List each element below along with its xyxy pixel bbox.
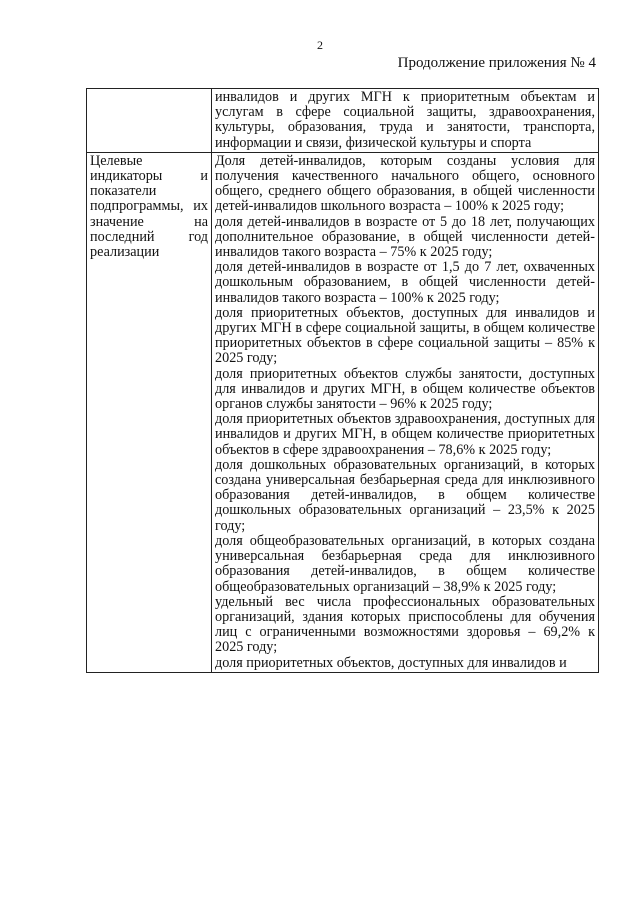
section-label-cell: Целевые индикаторы и показатели подпрограммы, их значение на последний год реализации bbox=[87, 152, 212, 672]
indicator-item: доля общеобразовательных организаций, в которых создана универсальная безбарьерная среда для инклюзивного образования детей-инвалидов, в общем количестве общеобразовательных организаций – 38,9% к 2025 году; bbox=[215, 532, 595, 595]
program-table bbox=[86, 88, 599, 673]
indicator-item: доля приоритетных объектов здравоохранения, доступных для инвалидов и других МГН, в общем количестве приоритетных объектов в сфере здравоохранения – 78,6% к 2025 году; bbox=[215, 411, 595, 458]
indicator-item: доля приоритетных объектов, доступных для инвалидов и других МГН в сфере социальной защиты, в общем количестве приоритетных объектов в сфере социальной защиты – 85% к 2025 году; bbox=[215, 304, 595, 367]
indicator-item: доля детей-инвалидов в возрасте от 1,5 до 7 лет, охваченных дошкольным образованием, в общей численности детей-инвалидов такого возраста – 100% к 2025 году; bbox=[215, 259, 595, 306]
indicator-item: доля приоритетных объектов, доступных для инвалидов и bbox=[215, 654, 567, 671]
continued-text-cell: инвалидов и других МГН к приоритетным объектам и услугам в сфере социальной защиты, здравоохранения, культуры, образования, труда и занятости, транспорта, информации и связи, физической культуры и спорта bbox=[212, 89, 599, 153]
table-row-continued bbox=[87, 89, 599, 153]
indicator-item: удельный вес числа профессиональных образовательных организаций, здания которых приспособлены для обучения лиц с ограниченными возможностями здоровья – 69,2% к 2025 году; bbox=[215, 593, 595, 656]
indicator-item: доля приоритетных объектов службы занятости, доступных для инвалидов и других МГН, в общем количестве объектов органов службы занятости – 96% к 2025 году; bbox=[215, 365, 595, 413]
indicator-item: доля дошкольных образовательных организаций, в которых создана универсальная безбарьерная среда для инклюзивного образования детей-инвалидов, в общем количестве дошкольных образовательных организаций – 23,5% к 2025 году; bbox=[215, 456, 595, 534]
empty-label-cell bbox=[87, 89, 212, 153]
indicator-item: Доля детей-инвалидов, которым созданы условия для получения качественного начального общего, основного общего, среднего общего образования, в общей численности детей-инвалидов школьного возраста – 100% к 2025 году; bbox=[215, 152, 595, 215]
appendix-continuation-label: Продолжение приложения № 4 bbox=[397, 55, 596, 71]
indicator-item: доля детей-инвалидов в возрасте от 5 до 18 лет, получающих дополнительное образование, в общей численности детей-инвалидов такого возраста – 75% к 2025 году; bbox=[215, 213, 595, 261]
table-row-indicators bbox=[87, 152, 599, 672]
indicators-cell bbox=[212, 152, 599, 672]
page-number: 2 bbox=[317, 38, 323, 52]
